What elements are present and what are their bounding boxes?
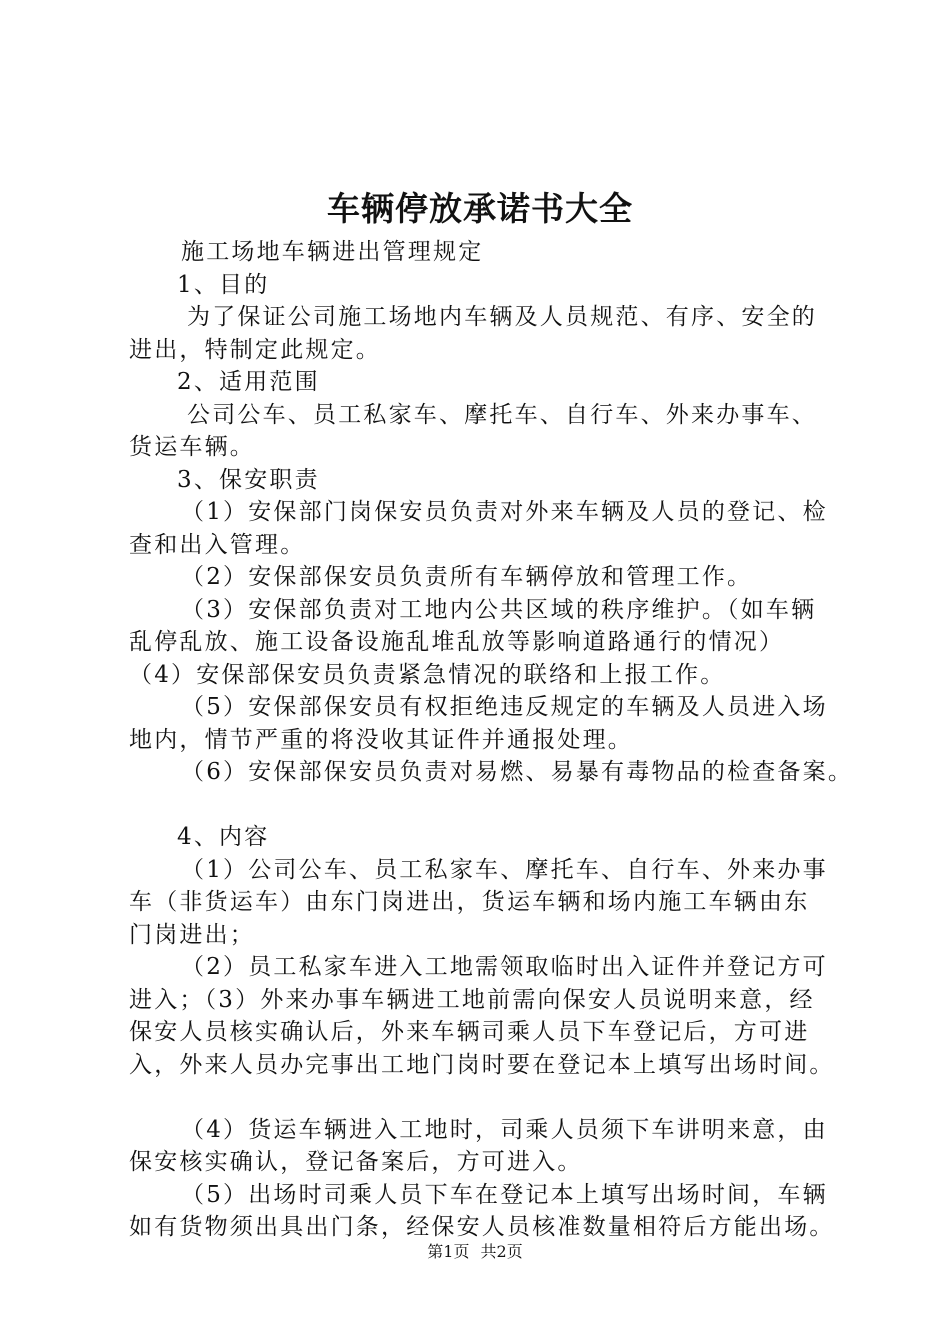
paragraph-line: 保安核实确认，登记备案后，方可进入。 xyxy=(129,1149,583,1175)
page-footer xyxy=(0,1240,950,1264)
paragraph-line: （4）货运车辆进入工地时，司乘人员须下车讲明来意，由 xyxy=(181,1116,828,1143)
paragraph-line: （2）员工私家车进入工地需领取临时出入证件并登记方可 xyxy=(181,954,828,980)
paragraph-line: 入，外来人员办完事出工地门岗时要在登记本上填写出场时间。 xyxy=(129,1051,835,1078)
paragraph-line: 如有货物须出具出门条，经保安人员核准数量相符后方能出场。 xyxy=(129,1214,835,1240)
paragraph-line: 货运车辆。 xyxy=(129,434,255,460)
paragraph-line: 乱停乱放、施工设备设施乱堆乱放等影响道路通行的情况） xyxy=(129,629,785,655)
paragraph-line: （1）公司公车、员工私家车、摩托车、自行车、外来办事 xyxy=(181,856,828,883)
document-body xyxy=(129,236,854,1244)
section-heading: 4、内容 xyxy=(177,824,270,850)
paragraph-line: 公司公车、员工私家车、摩托车、自行车、外来办事车、 xyxy=(187,401,817,428)
paragraph-line: （4）安保部保安员负责紧急情况的联络和上报工作。 xyxy=(129,661,726,688)
paragraph-line: （1）安保部门岗保安员负责对外来车辆及人员的登记、检 xyxy=(181,499,828,525)
paragraph-line: （6）安保部保安员负责对易燃、易暴有毒物品的检查备案。 xyxy=(181,759,854,785)
paragraph-line: （5）安保部保安员有权拒绝违反规定的车辆及人员进入场 xyxy=(181,694,828,720)
paragraph-line: 进入；（3）外来办事车辆进工地前需向保安人员说明来意，经 xyxy=(129,986,815,1013)
paragraph-line: 进出，特制定此规定。 xyxy=(129,336,381,363)
section-heading: 2、适用范围 xyxy=(177,369,320,395)
paragraph-line: 车（非货运车）由东门岗进出，货运车辆和场内施工车辆由东 xyxy=(129,889,810,915)
paragraph-line: （5）出场时司乘人员下车在登记本上填写出场时间，车辆 xyxy=(181,1181,828,1208)
paragraph-line: （2）安保部保安员负责所有车辆停放和管理工作。 xyxy=(181,564,753,590)
blank-line xyxy=(129,1081,837,1114)
paragraph-line: 查和出入管理。 xyxy=(129,531,306,558)
paragraph-line: 为了保证公司施工场地内车辆及人员规范、有序、安全的 xyxy=(187,304,817,330)
paragraph-line: 门岗进出； xyxy=(129,921,255,948)
page-number: 第1页 xyxy=(427,1242,470,1261)
paragraph-line: 地内，情节严重的将没收其证件并通报处理。 xyxy=(129,726,633,753)
section-heading: 1、目的 xyxy=(177,271,270,298)
page-total: 共2页 xyxy=(480,1242,523,1261)
blank-line xyxy=(129,789,837,822)
paragraph-line: （3）安保部负责对工地内公共区域的秩序维护。（如车辆 xyxy=(181,596,817,623)
document-title: 车辆停放承诺书大全 xyxy=(327,189,633,228)
section-heading: 施工场地车辆进出管理规定 xyxy=(181,239,484,265)
section-heading: 3、保安职责 xyxy=(177,466,320,493)
paragraph-line: 保安人员核实确认后，外来车辆司乘人员下车登记后，方可进 xyxy=(129,1019,810,1045)
